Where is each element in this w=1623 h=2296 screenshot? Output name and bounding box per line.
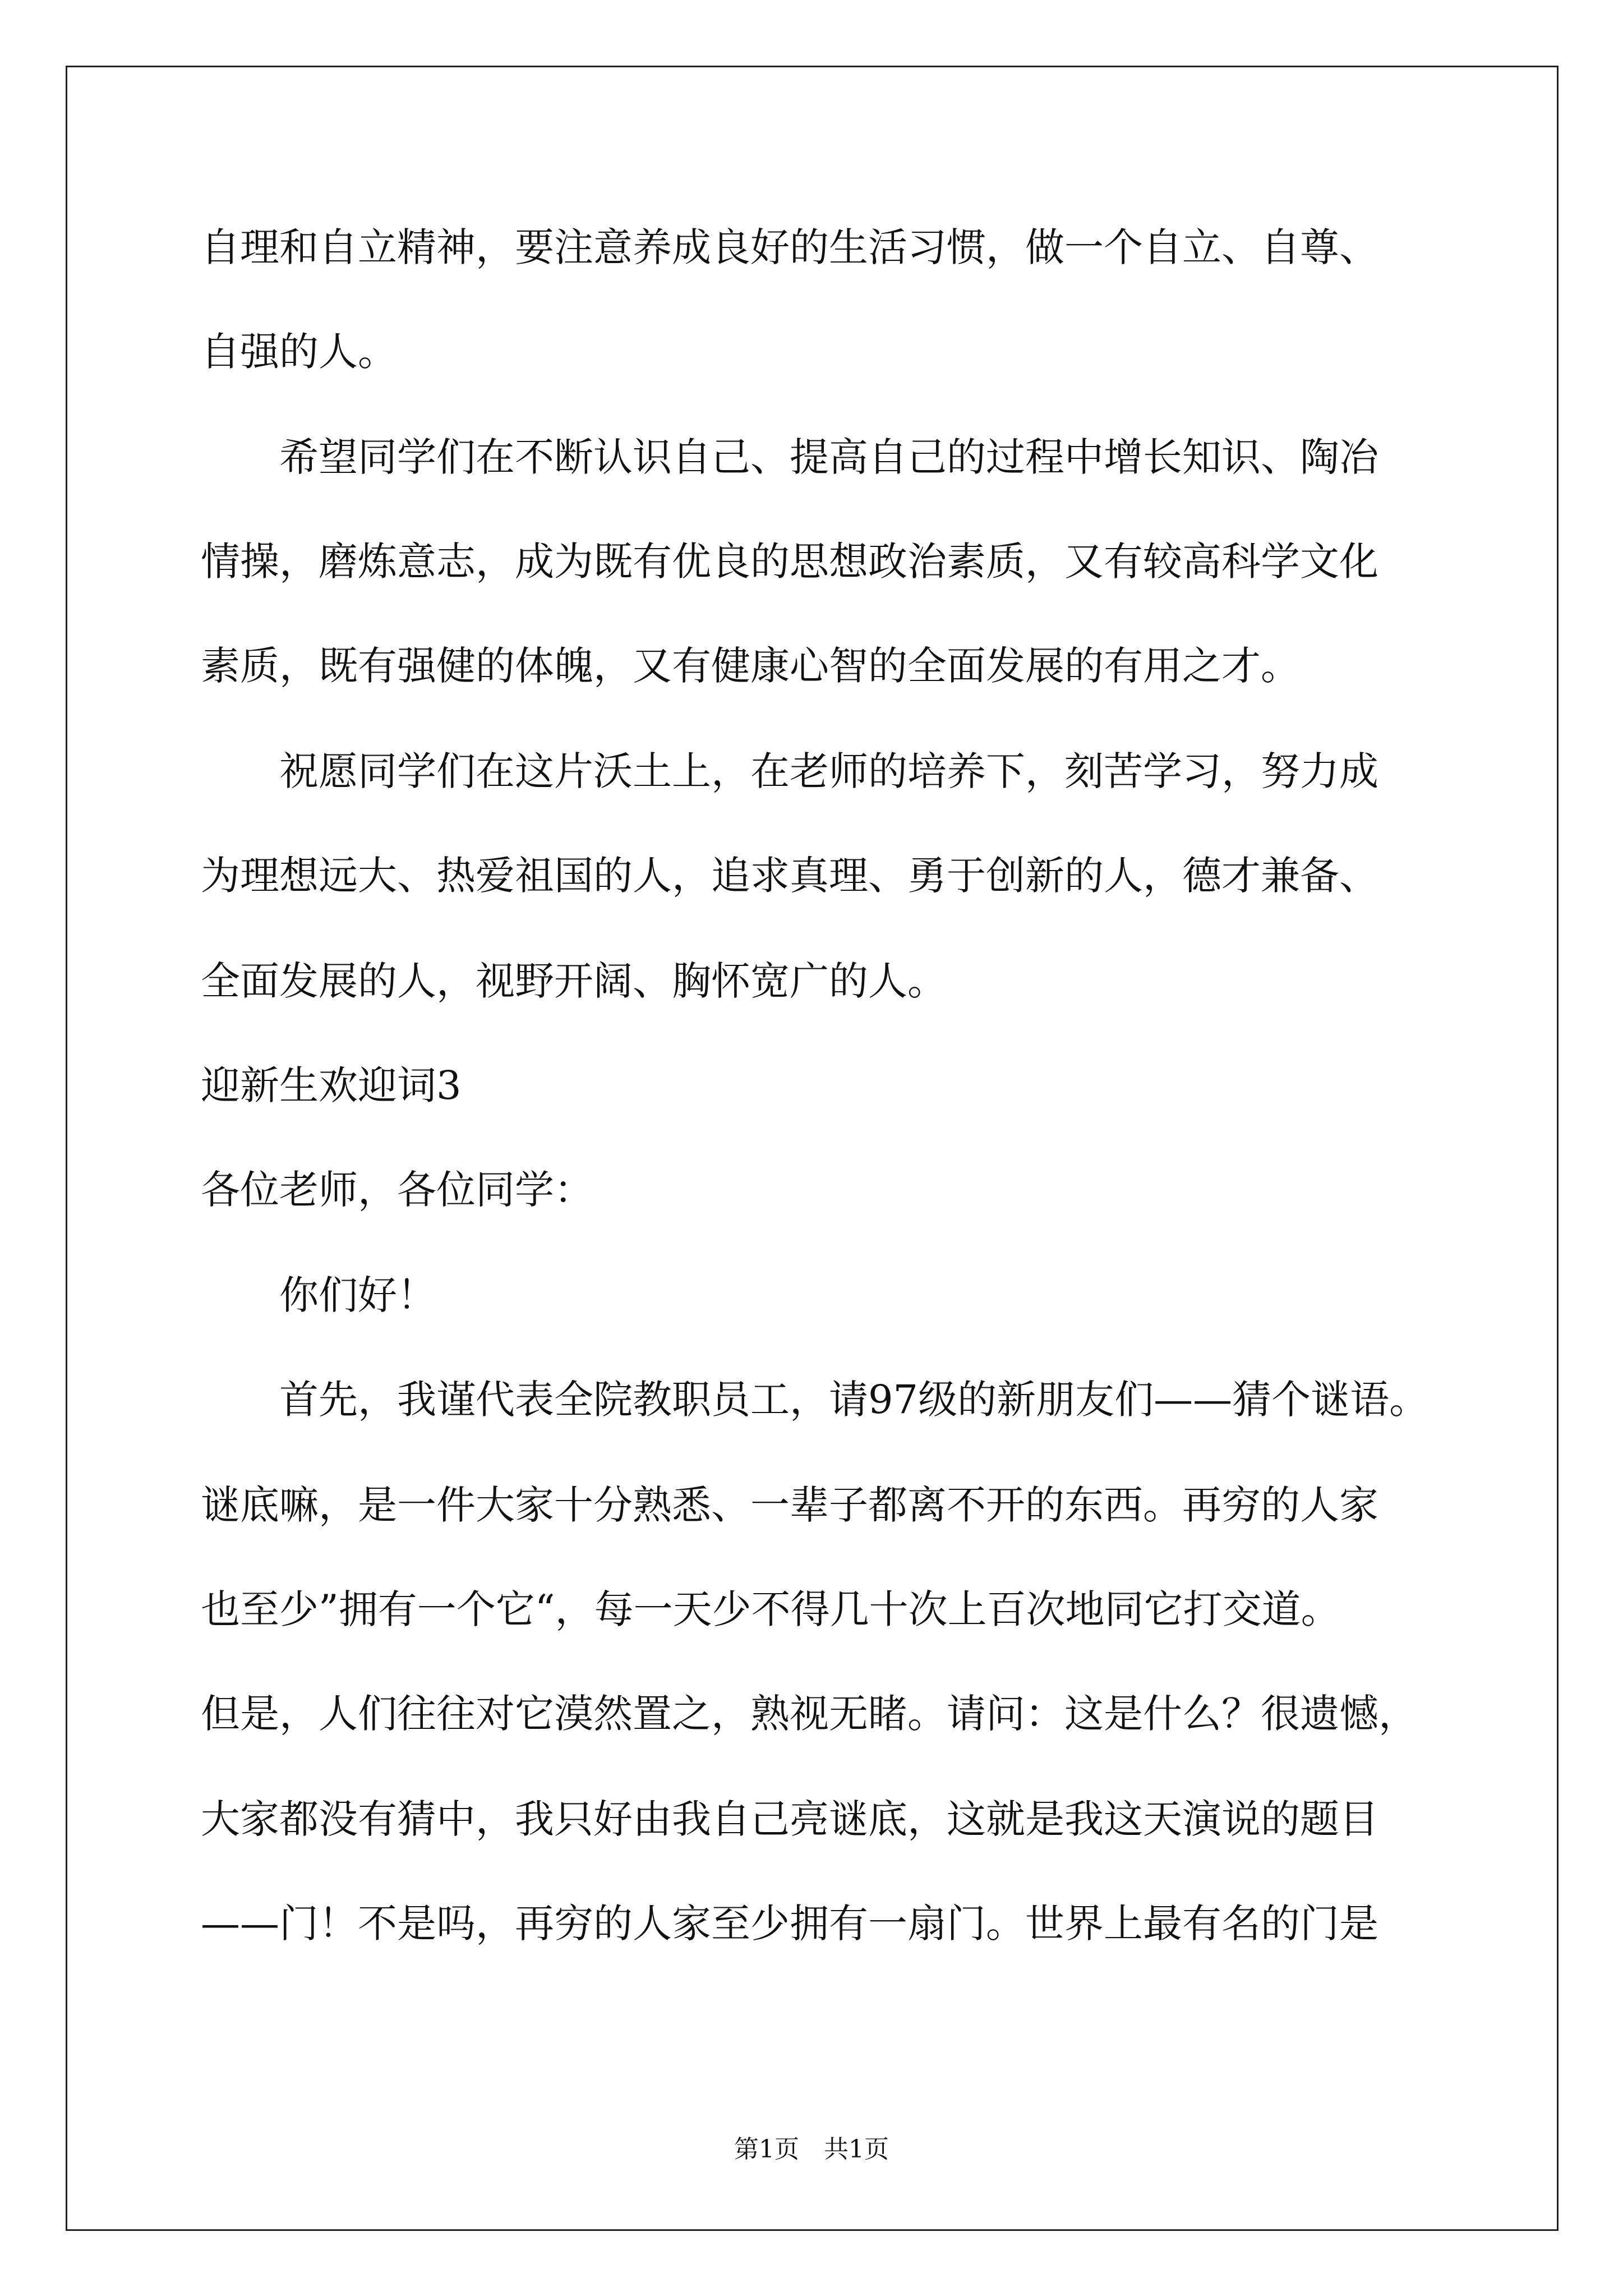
text-line: 自理和自立精神，要注意养成良好的生活习惯，做一个自立、自尊、 (201, 224, 1378, 270)
text-line: 情操，磨炼意志，成为既有优良的思想政治素质，又有较高科学文化 (201, 539, 1378, 585)
text-line: 但是，人们往往对它漠然置之，熟视无睹。请问：这是什么？很遗憾， (201, 1691, 1418, 1737)
section-heading: 迎新生欢迎词3 (201, 1062, 462, 1108)
text-line: 素质，既有强健的体魄，又有健康心智的全面发展的有用之才。 (201, 643, 1300, 689)
text-line: 为理想远大、热爱祖国的人，追求真理、勇于创新的人，德才兼备、 (201, 853, 1378, 899)
text-line: 希望同学们在不断认识自己、提高自己的过程中增长知识、陶冶 (279, 434, 1378, 480)
text-line: 大家都没有猜中，我只好由我自己亮谜底，这就是我这天演说的题目 (201, 1796, 1378, 1842)
text-line: 首先，我谨代表全院教职员工，请97级的新朋友们——猜个谜语。 (279, 1377, 1429, 1423)
text-line: 祝愿同学们在这片沃土上，在老师的培养下，刻苦学习，努力成 (279, 748, 1378, 794)
text-line: 也至少”拥有一个它“，每一天少不得几十次上百次地同它打交道。 (201, 1586, 1340, 1632)
text-line: 全面发展的人，视野开阔、胸怀宽广的人。 (201, 958, 947, 1004)
salutation: 各位老师，各位同学： (201, 1167, 593, 1213)
text-line: 谜底嘛，是一件大家十分熟悉、一辈子都离不开的东西。再穷的人家 (201, 1482, 1378, 1528)
greeting: 你们好！ (279, 1272, 436, 1318)
page-footer: 第1页 共1页 (734, 2135, 889, 2164)
text-line: 自强的人。 (201, 329, 397, 375)
text-line: ——门！不是吗，再穷的人家至少拥有一扇门。世界上最有名的门是 (201, 1901, 1378, 1947)
